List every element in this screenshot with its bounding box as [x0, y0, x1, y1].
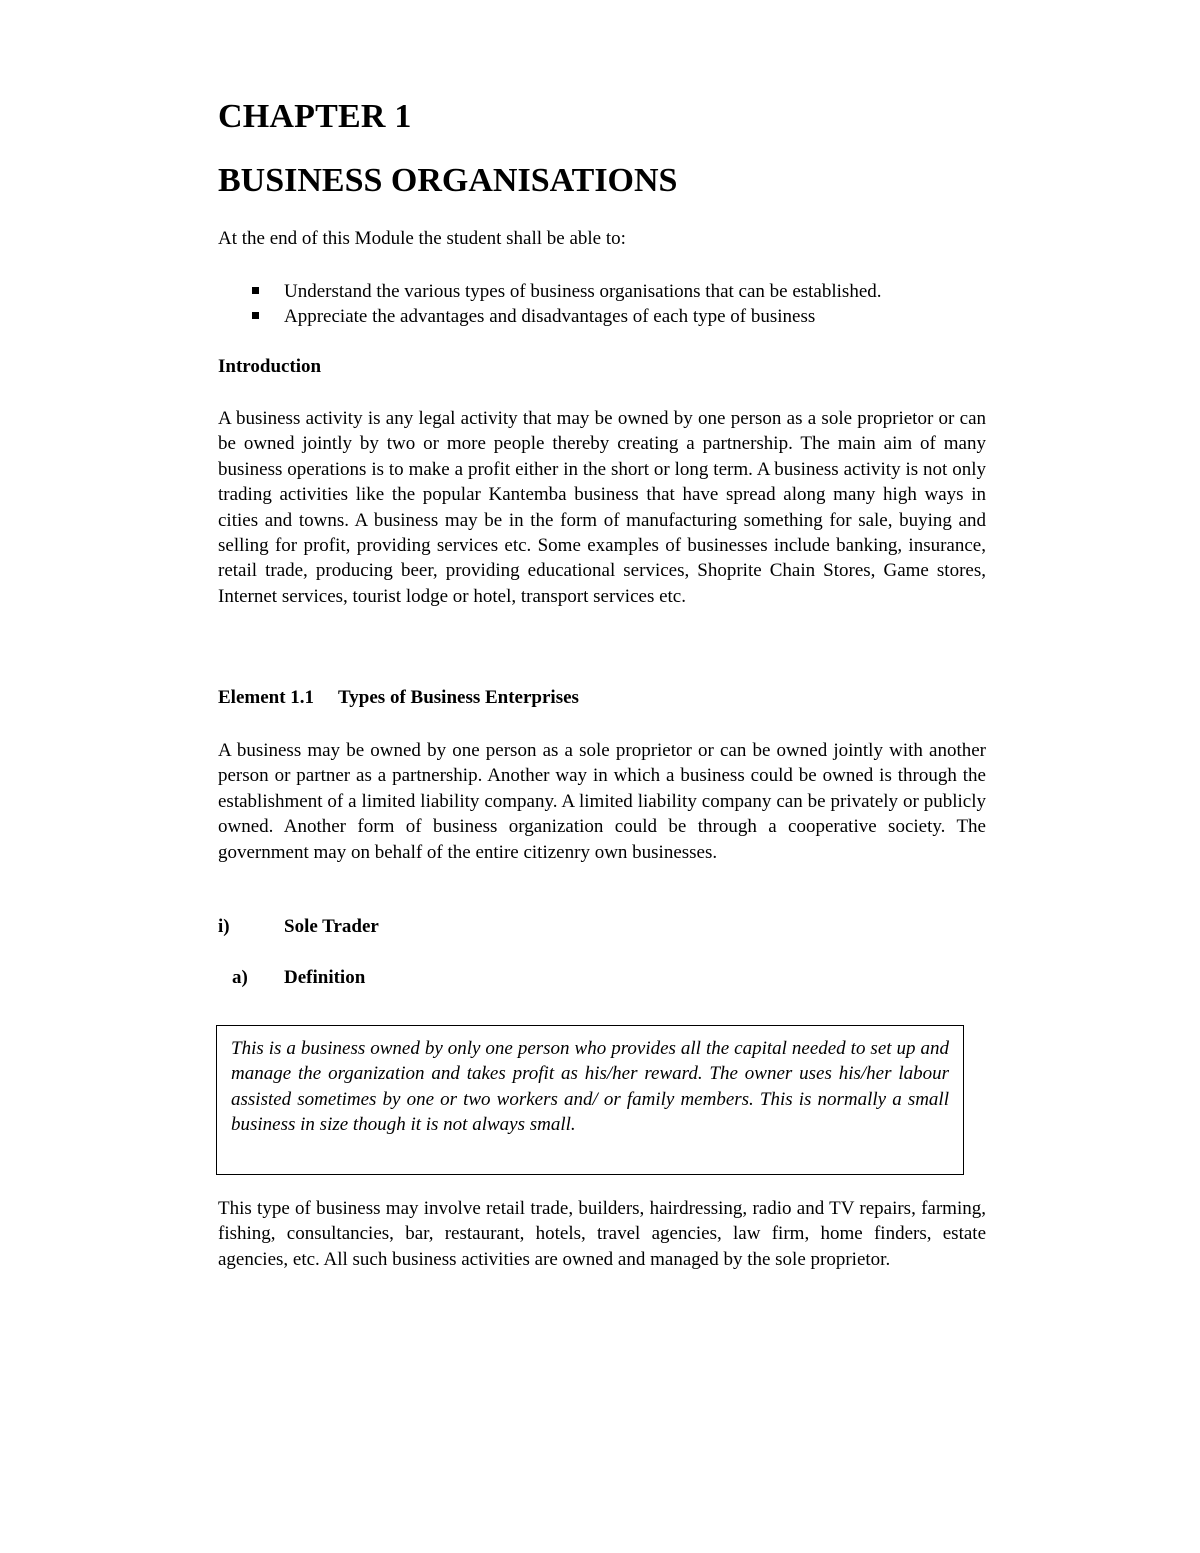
introduction-heading: Introduction	[218, 356, 322, 377]
square-bullet-icon	[252, 287, 259, 294]
square-bullet-icon	[252, 312, 259, 319]
element-paragraph: A business may be owned by one person as a sole proprietor or can be owned jointly with another person or partner as a partnership. Another way in which a business could be owned is through the establishment of a limited liability company. A limited liability company can be privately or publicly owned. Another form of business organization could be through a cooperative society. The government may on behalf of the entire citizenry own businesses.	[218, 740, 986, 863]
document-title: BUSINESS ORGANISATIONS	[218, 162, 678, 199]
chapter-label: CHAPTER 1	[218, 98, 412, 135]
definition-text: This is a business owned by only one person who provides all the capital needed to set up and manage the organization and takes profit as his/her reward. The owner uses his/her labour assisted sometimes by one or two workers and/ or family members. This is normally a small business in size though it is not always small.	[231, 1038, 949, 1136]
element-number: Element 1.1	[218, 687, 315, 708]
objective-text: Understand the various types of business organisations that can be established.	[284, 281, 882, 302]
section-title: Sole Trader	[284, 916, 379, 937]
objective-text: Appreciate the advantages and disadvantages of each type of business	[284, 306, 816, 327]
objectives-list	[218, 279, 988, 329]
definition-heading	[232, 967, 365, 989]
section-number: i)	[218, 916, 230, 937]
list-item	[218, 304, 988, 329]
subsection-number: a)	[232, 967, 248, 988]
objectives-intro: At the end of this Module the student shall be able to:	[218, 228, 626, 249]
introduction-paragraph: A business activity is any legal activity that may be owned by one person as a sole proprietor or can be owned jointly by two or more people thereby creating a partnership. The main aim of many business operations is to make a profit either in the short or long term. A business activity is not only trading activities like the popular Kantemba business that have spread along many high ways in cities and towns. A business may be in the form of manufacturing something for sale, buying and selling for profit, providing services etc. Some examples of businesses include banking, insurance, retail trade, producing beer, providing educational services, Shoprite Chain Stores, Game stores, Internet services, tourist lodge or hotel, transport services etc.	[218, 408, 986, 607]
element-heading	[218, 687, 579, 709]
list-item	[218, 279, 988, 304]
subsection-title: Definition	[284, 967, 366, 988]
definition-box	[216, 1025, 964, 1175]
sole-trader-heading	[218, 916, 379, 938]
element-title: Types of Business Enterprises	[338, 687, 579, 708]
sole-trader-examples-paragraph: This type of business may involve retail trade, builders, hairdressing, radio and TV repairs, farming, fishing, consultancies, bar, restaurant, hotels, travel agencies, law firm, home finders, estate agencies, etc. All such business activities are owned and managed by the sole proprietor.	[218, 1198, 986, 1270]
